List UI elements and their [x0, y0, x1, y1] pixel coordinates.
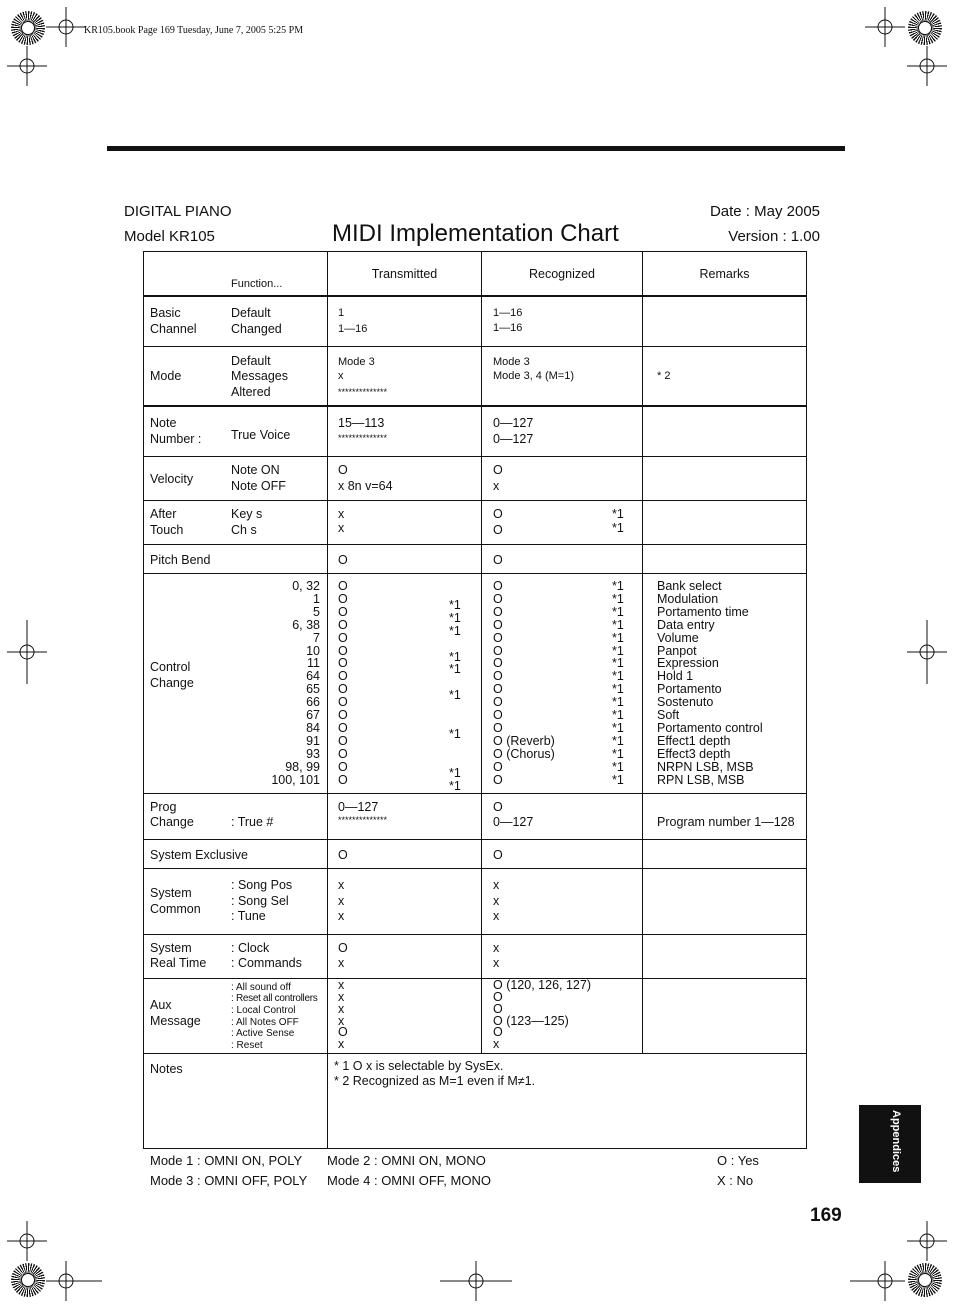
note-mark: *1 — [612, 617, 624, 632]
controller-number: 64 — [306, 669, 320, 684]
label: : True # — [231, 815, 274, 829]
value: O — [493, 617, 503, 632]
label: Default — [231, 305, 271, 320]
note-mark: *1 — [612, 772, 624, 787]
note-mark: *1 — [449, 726, 461, 741]
value: Mode 3, 4 (M=1) — [493, 370, 575, 382]
note-mark: *1 — [612, 708, 624, 722]
label: : Tune — [231, 909, 266, 923]
col-function: Function... — [231, 278, 283, 290]
value: O — [493, 848, 503, 862]
label: Aux — [150, 998, 172, 1012]
value: x — [338, 909, 345, 923]
remark: Data entry — [657, 617, 715, 632]
value: 1—16 — [493, 306, 523, 319]
label: Note — [150, 415, 177, 430]
note-mark: *1 — [612, 643, 624, 658]
value: O (123—125) — [493, 1014, 569, 1028]
label: Ch s — [231, 523, 257, 537]
note-mark: *1 — [449, 623, 461, 638]
label: System — [150, 886, 192, 900]
file-info-line: KR105.book Page 169 Tuesday, June 7, 2005 5:25 PM — [84, 25, 304, 36]
footer-yes-legend: O : Yes — [717, 1153, 759, 1168]
controller-number: 11 — [307, 656, 320, 671]
note-mark: *1 — [612, 746, 624, 761]
row-basic-channel — [144, 296, 807, 347]
label: Common — [150, 902, 201, 916]
label: Default — [231, 354, 271, 368]
value: O — [493, 990, 503, 1004]
value: O — [493, 772, 503, 787]
value: O — [493, 759, 503, 774]
note-mark: *1 — [612, 591, 624, 606]
value: x — [493, 894, 500, 908]
controller-number: 91 — [306, 733, 320, 748]
value: O — [338, 643, 348, 658]
value: x — [493, 479, 500, 493]
controller-number: 10 — [306, 643, 320, 658]
label: Basic — [150, 305, 181, 320]
remark: Hold 1 — [657, 669, 694, 684]
appendices-tab — [859, 1105, 921, 1183]
value: O — [493, 523, 503, 537]
label: : All sound off — [231, 982, 291, 993]
value: x — [338, 521, 345, 535]
page-title: MIDI Implementation Chart — [332, 220, 619, 247]
row-system-common — [144, 869, 807, 935]
value: O — [493, 1002, 503, 1016]
value: O — [338, 720, 348, 735]
label: Messages — [231, 369, 288, 383]
label: Note OFF — [231, 479, 286, 493]
note-mark: *1 — [449, 662, 461, 677]
note-mark: *1 — [612, 521, 624, 535]
controller-number: 67 — [306, 708, 320, 722]
value: x — [338, 1037, 345, 1051]
label: Note ON — [231, 463, 280, 477]
remark: Panpot — [657, 643, 697, 658]
value: O — [493, 604, 503, 619]
value: x — [338, 894, 345, 908]
value: x 8n v=64 — [338, 479, 393, 493]
remark: Modulation — [657, 591, 719, 606]
row-mode — [144, 347, 807, 406]
label: Mode — [150, 369, 182, 383]
value: O — [493, 579, 503, 593]
value: x — [338, 990, 345, 1004]
header-rule — [107, 146, 845, 151]
label: Control — [150, 660, 191, 674]
midi-implementation-table — [143, 251, 807, 1149]
value: x — [493, 909, 500, 923]
value: O — [493, 643, 503, 658]
note-mark: *1 — [612, 759, 624, 774]
value: x — [338, 978, 345, 992]
row-pitch-bend — [144, 545, 807, 574]
table-header-row — [144, 252, 807, 296]
label: After — [150, 507, 177, 521]
controller-number: 5 — [313, 604, 320, 619]
controller-number: 98, 99 — [285, 759, 320, 774]
appendices-tab-label: Appendices — [890, 1110, 902, 1173]
value: ************** — [338, 815, 388, 825]
value: O — [493, 682, 503, 697]
remark: Portamento control — [657, 720, 763, 735]
note-mark: *1 — [612, 720, 624, 735]
value: O — [338, 579, 348, 593]
value: O — [338, 463, 348, 477]
value: O — [493, 656, 503, 671]
label: : Local Control — [231, 1005, 296, 1016]
footer-mode3: Mode 3 : OMNI OFF, POLY — [150, 1173, 308, 1188]
value: O — [493, 553, 503, 567]
remark: Effect3 depth — [657, 746, 731, 761]
value: 0—127 — [493, 431, 534, 446]
page-number: 169 — [810, 1205, 842, 1226]
label: : Reset all controllers — [231, 993, 318, 1004]
value: O — [338, 630, 348, 645]
value: x — [338, 370, 344, 382]
value: O — [493, 630, 503, 645]
remark: * 2 — [657, 370, 671, 382]
value: O — [338, 733, 348, 748]
note-mark: *1 — [612, 733, 624, 748]
value: 1 — [338, 306, 345, 319]
note-mark: *1 — [612, 695, 624, 710]
header-model: Model KR105 — [124, 228, 215, 245]
note-mark: *1 — [449, 597, 461, 612]
value: 0—127 — [493, 815, 534, 829]
label: Key s — [231, 507, 263, 521]
remark: Portamento time — [657, 604, 749, 619]
footer-mode4: Mode 4 : OMNI OFF, MONO — [327, 1173, 491, 1188]
label: True Voice — [231, 427, 291, 442]
value: O — [493, 507, 503, 521]
value: 0—127 — [338, 800, 379, 814]
value: 1—16 — [493, 321, 523, 334]
header-date: Date : May 2005 — [709, 203, 820, 220]
row-program-change — [144, 794, 807, 840]
value: O (Reverb) — [493, 733, 555, 748]
col-remarks: Remarks — [699, 267, 750, 281]
value: O — [493, 591, 503, 606]
note-mark: *1 — [449, 649, 461, 664]
note-mark: *1 — [449, 778, 461, 793]
value: O — [338, 669, 348, 684]
row-velocity — [144, 457, 807, 501]
label: Real Time — [150, 956, 207, 970]
value: O — [338, 591, 348, 606]
value: x — [338, 507, 345, 521]
value: O — [493, 463, 503, 477]
value: O — [338, 682, 348, 697]
note-mark: *1 — [612, 656, 624, 671]
value: x — [493, 941, 500, 955]
note-mark: *1 — [449, 610, 461, 625]
value: O — [338, 617, 348, 632]
value: x — [338, 1002, 345, 1016]
remark: Expression — [657, 656, 719, 671]
value: O — [493, 1025, 503, 1039]
remark: Sostenuto — [657, 695, 714, 710]
value: x — [493, 1037, 500, 1051]
row-note-number — [144, 406, 807, 457]
note-line: * 2 Recognized as M=1 even if M≠1. — [334, 1074, 536, 1088]
label: Number : — [150, 431, 202, 446]
footer-mode1: Mode 1 : OMNI ON, POLY — [150, 1153, 303, 1168]
label: Channel — [150, 321, 197, 336]
label: : Song Pos — [231, 878, 293, 892]
label: System — [150, 941, 192, 955]
value: O — [338, 848, 348, 862]
value: O — [338, 604, 348, 619]
value: O — [338, 1025, 348, 1039]
note-mark: *1 — [612, 669, 624, 684]
label: : Clock — [231, 941, 270, 955]
row-system-real-time — [144, 935, 807, 979]
note-mark: *1 — [612, 630, 624, 645]
label: Notes — [150, 1062, 183, 1076]
label: Velocity — [150, 472, 194, 486]
controller-number: 65 — [306, 682, 320, 697]
value: x — [338, 1014, 345, 1028]
col-transmitted: Transmitted — [371, 267, 438, 281]
value: x — [338, 956, 345, 970]
value: x — [338, 878, 345, 892]
remark: Bank select — [657, 579, 722, 593]
value: x — [493, 956, 500, 970]
note-mark: *1 — [612, 507, 624, 521]
label: : Commands — [231, 956, 302, 970]
row-control-change — [144, 574, 807, 794]
controller-number: 7 — [313, 630, 320, 645]
label: : All Notes OFF — [231, 1017, 299, 1028]
label: : Active Sense — [231, 1028, 295, 1039]
remark: Volume — [657, 630, 699, 645]
value: O — [493, 669, 503, 684]
controller-number: 6, 38 — [292, 617, 320, 632]
col-recognized: Recognized — [528, 267, 595, 281]
remark: Soft — [657, 708, 680, 722]
note-line: * 1 O x is selectable by SysEx. — [334, 1059, 504, 1073]
label: System Exclusive — [150, 848, 248, 862]
label: Touch — [150, 523, 184, 537]
label: Message — [150, 1014, 201, 1028]
value: x — [493, 878, 500, 892]
header-product: DIGITAL PIANO — [124, 203, 232, 220]
value: Mode 3 — [493, 356, 530, 368]
value: O — [338, 746, 348, 761]
row-aux-message — [144, 979, 807, 1054]
value: O — [338, 759, 348, 774]
value: 15—113 — [338, 415, 385, 430]
footer-mode2: Mode 2 : OMNI ON, MONO — [327, 1153, 486, 1168]
note-mark: *1 — [449, 688, 461, 703]
note-mark: *1 — [612, 682, 624, 697]
controller-number: 1 — [313, 591, 320, 606]
value: 0—127 — [493, 415, 534, 430]
remark: RPN LSB, MSB — [657, 772, 745, 787]
controller-number: 66 — [306, 695, 320, 710]
value: O — [338, 553, 348, 567]
value: ************** — [338, 387, 388, 397]
controller-number: 84 — [306, 720, 320, 735]
remark: Portamento — [657, 682, 722, 697]
header-version: Version : 1.00 — [728, 228, 820, 245]
row-notes — [144, 1054, 807, 1149]
label: : Song Sel — [231, 894, 289, 908]
note-mark: *1 — [449, 765, 461, 780]
value: O — [338, 941, 348, 955]
value: Mode 3 — [338, 356, 375, 368]
value: O — [338, 695, 348, 710]
value: O — [338, 656, 348, 671]
remark: Program number 1—128 — [657, 815, 795, 829]
controller-number: 100, 101 — [271, 772, 320, 787]
controller-number: 0, 32 — [292, 579, 320, 593]
row-after-touch — [144, 501, 807, 545]
label: Altered — [231, 385, 271, 399]
label: Change — [150, 676, 194, 690]
value: O — [338, 708, 348, 722]
label: Prog — [150, 800, 177, 814]
label: Pitch Bend — [150, 553, 211, 567]
remark: Effect1 depth — [657, 733, 731, 748]
note-mark: *1 — [612, 604, 624, 619]
footer-no-legend: X : No — [717, 1173, 754, 1188]
value: O — [493, 800, 503, 814]
value: O — [493, 695, 503, 710]
note-mark: *1 — [612, 579, 624, 593]
value: ************** — [338, 432, 388, 443]
controller-number: 93 — [306, 746, 320, 761]
value: 1—16 — [338, 322, 368, 335]
value: O (Chorus) — [493, 746, 555, 761]
label: Change — [150, 815, 194, 829]
label: : Reset — [231, 1040, 263, 1051]
row-system-exclusive — [144, 840, 807, 869]
label: Changed — [231, 321, 282, 336]
value: O — [493, 708, 503, 722]
value: O (120, 126, 127) — [493, 978, 591, 992]
value: O — [493, 720, 503, 735]
remark: NRPN LSB, MSB — [657, 759, 754, 774]
value: O — [338, 772, 348, 787]
